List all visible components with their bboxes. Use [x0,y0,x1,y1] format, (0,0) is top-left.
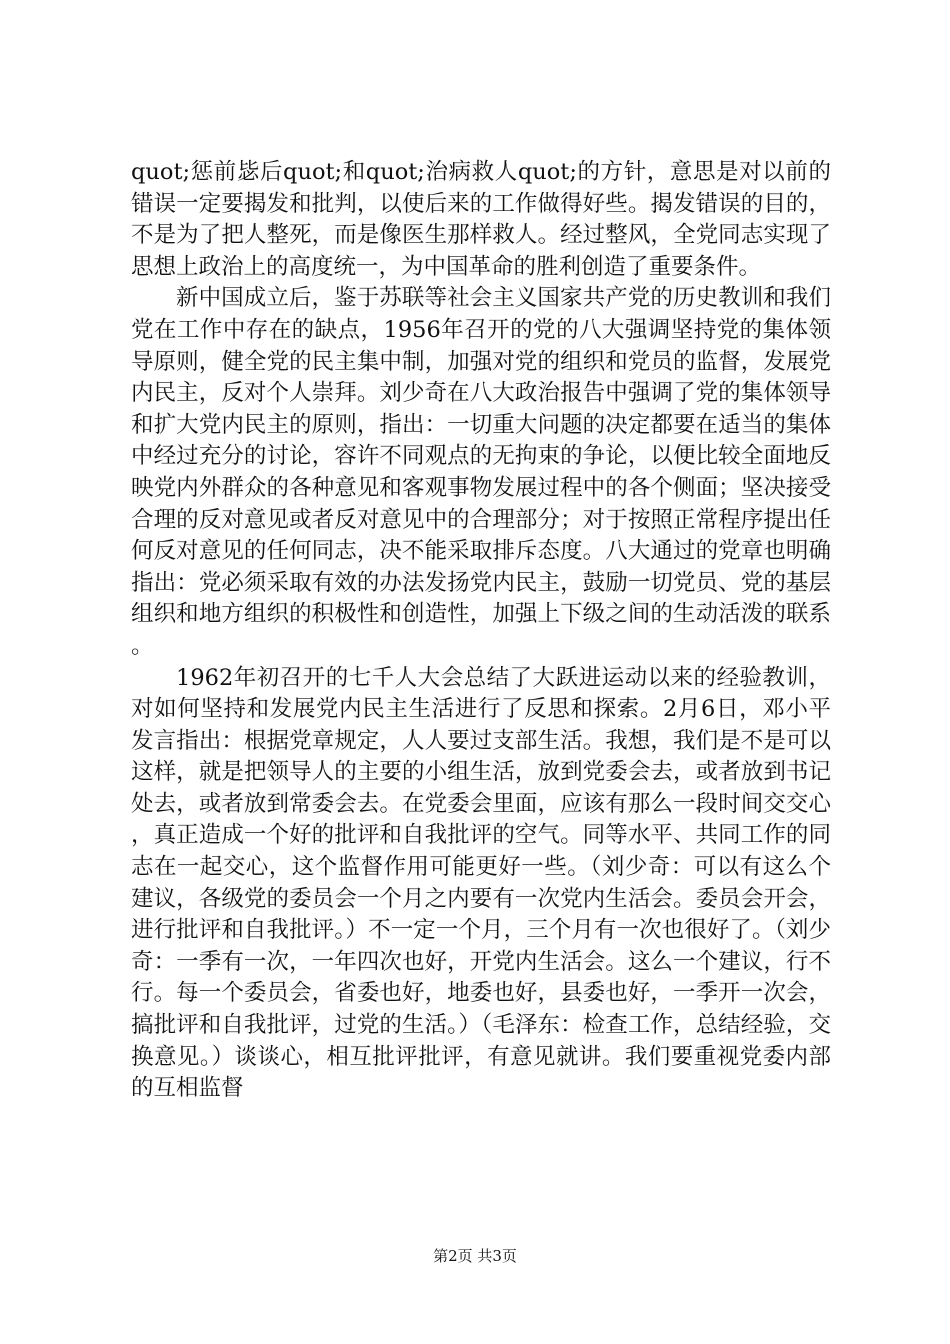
paragraph: 新中国成立后，鉴于苏联等社会主义国家共产党的历史教训和我们党在工作中存在的缺点，1956年召开的党的八大强调坚持党的集体领导原则，健全党的民主集中制，加强对党的组织和党员的监督，发展党内民主，反对个人崇拜。刘少奇在八大政治报告中强调了党的集体领导和扩大党内民主的原则，指出：一切重大问题的决定都要在适当的集体中经过充分的讨论，容许不同观点的无拘束的争论，以便比较全面地反映党内外群众的各种意见和客观事物发展过程中的各个侧面；坚决接受合理的反对意见或者反对意见中的合理部分；对于按照正常程序提出任何反对意见的任何同志，决不能采取排斥态度。八大通过的党章也明确指出：党必须采取有效的办法发扬党内民主，鼓励一切党员、党的基层组织和地方组织的积极性和创造性，加强上下级之间的生动活泼的联系。 [131,285,831,659]
page-number-footer: 第2页 共3页 [433,1247,517,1265]
paragraph: quot;惩前毖后quot;和quot;治病救人quot;的方针，意思是对以前的错误一定要揭发和批判，以使后来的工作做得好些。揭发错误的目的，不是为了把人整死，而是像医生那样救人。经过整风，全党同志实现了思想上政治上的高度统一，为中国革命的胜利创造了重要条件。 [131,159,831,280]
document-body [131,157,831,1105]
paragraph: 1962年初召开的七千人大会总结了大跃进运动以来的经验教训，对如何坚持和发展党内民主生活进行了反思和探索。2月6日，邓小平发言指出：根据党章规定，人人要过支部生活。我想，我们是不是可以这样，就是把领导人的主要的小组生活，放到党委会去，或者放到书记处去，或者放到常委会去。在党委会里面，应该有那么一段时间交交心，真正造成一个好的批评和自我批评的空气。同等水平、共同工作的同志在一起交心，这个监督作用可能更好一些。（刘少奇：可以有这么个建议，各级党的委员会一个月之内要有一次党内生活会。委员会开会，进行批评和自我批评。）不一定一个月，三个月有一次也很好了。（刘少奇：一季有一次，一年四次也好，开党内生活会。这么一个建议，行不行。每一个委员会，省委也好，地委也好，县委也好，一季开一次会，搞批评和自我批评，过党的生活。）（毛泽东：检查工作，总结经验，交换意见。）谈谈心，相互批评批评，有意见就讲。我们要重视党委内部的互相监督 [131,664,831,1102]
